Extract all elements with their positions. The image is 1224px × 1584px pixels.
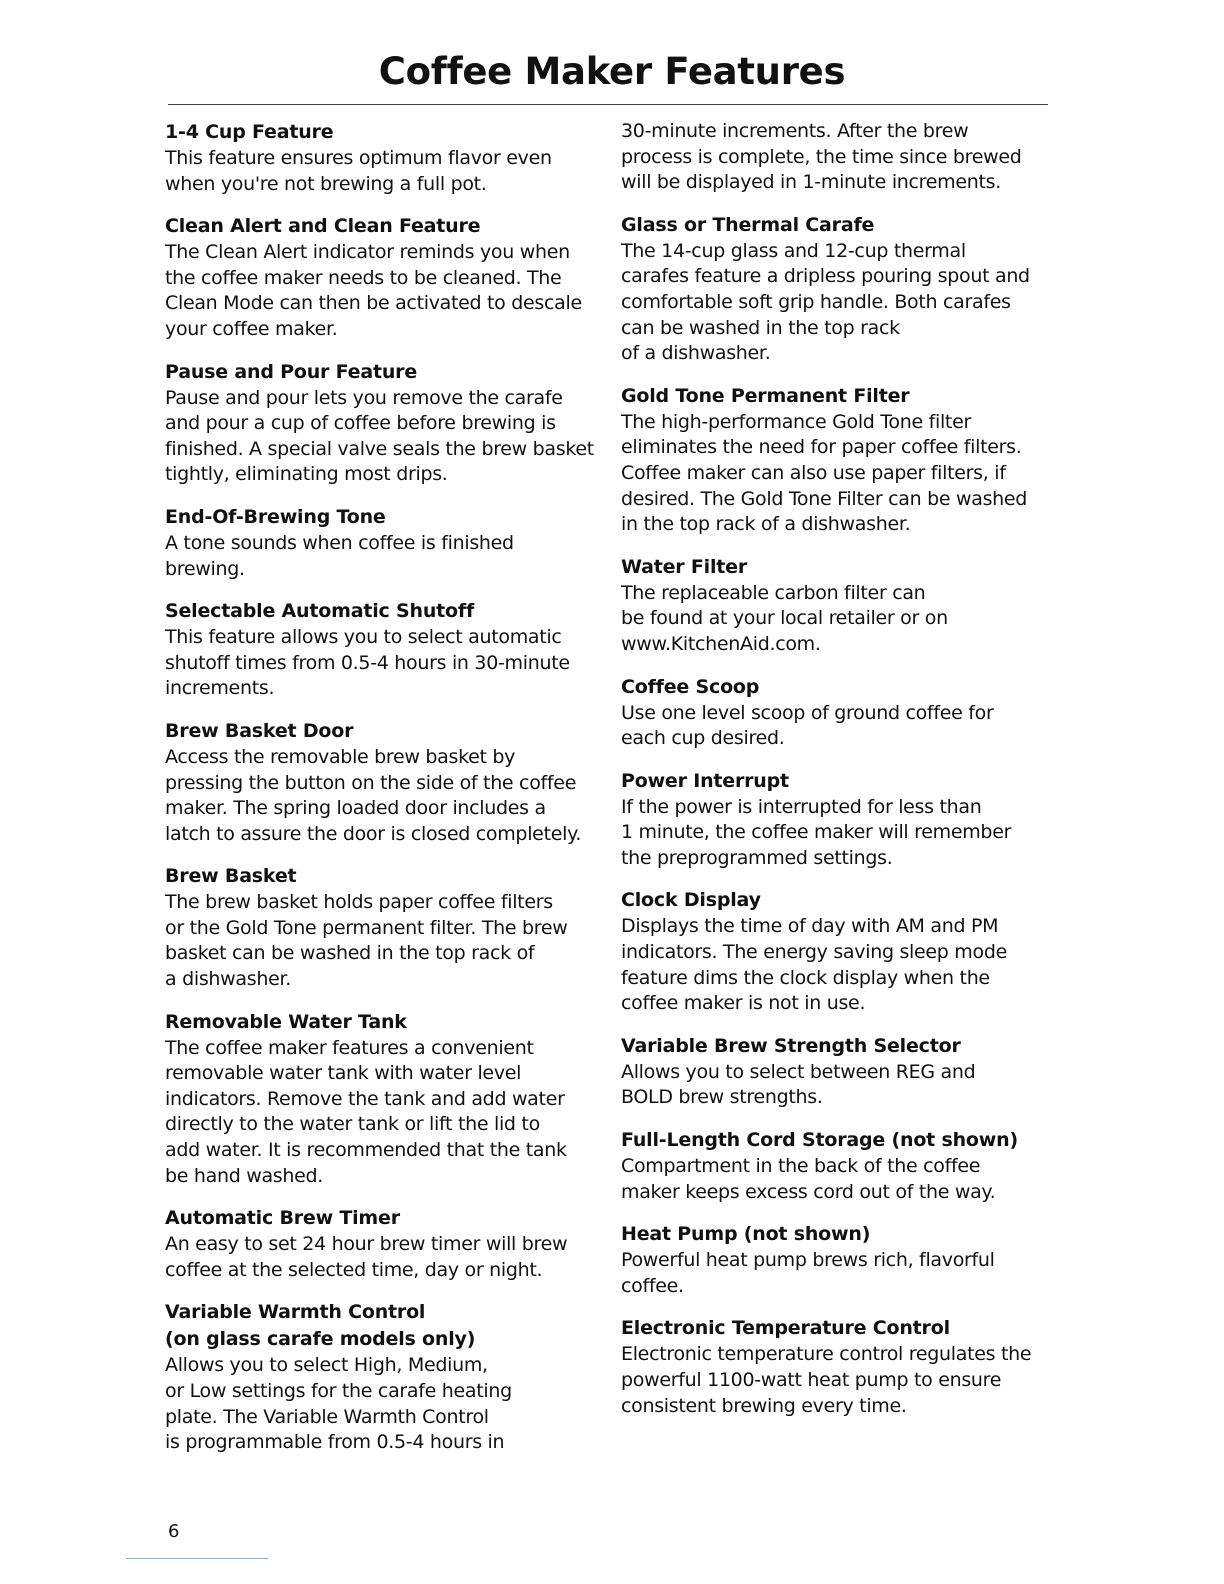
feature-section [621,1127,1051,1205]
feature-section [165,863,595,992]
feature-heading [165,504,595,531]
description-line: Use one level scoop of ground coffee for [621,701,994,724]
feature-section [165,718,595,847]
description-line: will be displayed in 1-minute increments. [621,171,1001,194]
description-line: be hand washed. [165,1164,324,1187]
feature-section [621,119,1051,196]
page-title: Coffee Maker Features [378,50,846,93]
description-line: process is complete, the time since brewed [621,145,1022,168]
description-line: indicators. The energy saving sleep mode [621,941,1007,964]
feature-description [165,1036,595,1190]
description-line: www.KitchenAid.com. [621,632,821,655]
description-line: latch to assure the door is closed completely. [165,822,582,845]
description-line: your coffee maker. [165,317,338,340]
feature-description [621,1248,1051,1299]
feature-section [165,119,595,197]
feature-description [621,1342,1051,1419]
heading-line: 1-4 Cup Feature [165,121,334,143]
description-line: The Clean Alert indicator reminds you when [165,241,570,264]
feature-heading [621,1127,1051,1154]
feature-heading [621,1033,1051,1060]
description-line: increments. [165,677,275,700]
feature-heading [621,887,1051,914]
description-line: Clean Mode can then be activated to descale [165,292,582,315]
description-line: be found at your local retailer or on [621,607,948,630]
feature-heading [165,359,595,386]
feature-heading [621,554,1051,581]
heading-line: Brew Basket [165,865,297,888]
feature-heading [165,213,595,240]
description-line: Displays the time of day with AM and PM [621,915,999,938]
description-line: The high-performance Gold Tone filter [621,410,971,433]
feature-section [621,554,1051,658]
description-line: A tone sounds when coffee is finished [165,531,514,554]
feature-section [165,1009,595,1190]
description-line: 30-minute increments. After the brew [621,120,969,142]
heading-line: Heat Pump (not shown) [621,1223,871,1246]
description-line: and pour a cup of coffee before brewing is [165,412,556,435]
description-line: the preprogrammed settings. [621,846,893,869]
feature-heading [165,119,595,146]
feature-heading [165,1205,595,1232]
feature-section [621,1033,1051,1111]
description-line: The brew basket holds paper coffee filters [165,891,553,914]
description-line: each cup desired. [621,727,785,750]
feature-heading [165,1299,595,1353]
feature-description [165,625,595,702]
description-line: powerful 1100-watt heat pump to ensure [621,1369,1002,1391]
description-line: add water. It is recommended that the tank [165,1139,567,1162]
description-line: the coffee maker needs to be cleaned. The [165,266,562,289]
description-line: when you're not brewing a full pot. [165,172,487,195]
page-number: 6 [168,1521,180,1542]
description-line: is programmable from 0.5-4 hours in [165,1431,505,1454]
description-line: An easy to set 24 hour brew timer will brew [165,1233,568,1256]
description-line: The replaceable carbon filter can [621,581,926,604]
feature-section [621,1315,1051,1419]
description-line: of a dishwasher. [621,342,771,365]
feature-description [621,914,1051,1016]
feature-heading [165,863,595,890]
description-line: carafes feature a dripless pouring spout and [621,265,1030,288]
heading-line: Pause and Pour Feature [165,360,418,383]
heading-line: End-Of-Brewing Tone [165,505,386,528]
feature-section [165,1205,595,1283]
left-column [165,119,595,1472]
feature-description [621,1154,1051,1205]
heading-line: Electronic Temperature Control [621,1317,950,1340]
heading-line: Variable Warmth Control [165,1301,426,1324]
description-line: directly to the water tank or lift the lid to [165,1113,540,1136]
feature-description [165,1232,595,1283]
heading-line: Power Interrupt [621,769,789,792]
feature-section [165,598,595,702]
description-line: coffee maker is not in use. [621,992,866,1015]
description-line: BOLD brew strengths. [621,1086,823,1109]
description-line: can be washed in the top rack [621,316,900,339]
feature-description [165,146,595,197]
feature-heading [621,768,1051,795]
description-line: Pause and pour lets you remove the carafe [165,386,563,409]
title-divider [168,104,1048,105]
description-line: coffee at the selected time, day or night. [165,1258,543,1281]
description-line: shutoff times from 0.5-4 hours in 30-minute [165,651,570,674]
feature-section [621,383,1051,538]
description-line: plate. The Variable Warmth Control [165,1405,489,1428]
description-line: finished. A special valve seals the brew basket [165,437,594,460]
heading-line: Gold Tone Permanent Filter [621,384,910,407]
description-line: coffee. [621,1274,684,1297]
description-line: Electronic temperature control regulates the [621,1343,1032,1366]
heading-line: Brew Basket Door [165,719,354,742]
feature-description [621,239,1051,367]
feature-heading [621,212,1051,239]
feature-heading [621,383,1051,410]
feature-description [621,1060,1051,1111]
heading-line: (on glass carafe models only) [165,1328,476,1351]
description-line: a dishwasher. [165,968,291,991]
feature-section [621,212,1051,367]
feature-section [165,359,595,488]
description-line: If the power is interrupted for less than [621,795,982,818]
feature-description [621,581,1051,658]
feature-description [165,890,595,992]
description-line: The coffee maker features a convenient [165,1036,534,1059]
feature-heading [165,598,595,625]
description-line: Compartment in the back of the coffee [621,1155,981,1178]
description-line: Access the removable brew basket by [165,745,516,768]
feature-section [165,1299,595,1455]
heading-line: Coffee Scoop [621,675,760,698]
description-line: This feature allows you to select automatic [165,626,562,649]
feature-description [621,701,1051,752]
description-line: basket can be washed in the top rack of [165,942,535,965]
feature-description [621,795,1051,872]
description-line: indicators. Remove the tank and add water [165,1087,565,1110]
description-line: Powerful heat pump brews rich, flavorful [621,1249,995,1272]
feature-section [621,768,1051,872]
description-line: brewing. [165,557,245,580]
feature-section [621,1221,1051,1299]
description-line: feature dims the clock display when the [621,966,990,989]
feature-heading [621,1221,1051,1248]
feature-section [621,674,1051,752]
description-line: Coffee maker can also use paper filters, if [621,461,1006,484]
feature-section [621,887,1051,1016]
feature-heading [621,1315,1051,1342]
description-line: in the top rack of a dishwasher. [621,513,911,536]
feature-section [165,504,595,582]
heading-line: Clean Alert and Clean Feature [165,215,481,238]
right-column [621,119,1051,1435]
feature-description [165,745,595,847]
description-line: removable water tank with water level [165,1062,522,1085]
description-line: Allows you to select between REG and [621,1060,976,1083]
heading-line: Full-Length Cord Storage (not shown) [621,1129,1018,1152]
heading-line: Variable Brew Strength Selector [621,1034,961,1057]
heading-line: Automatic Brew Timer [165,1207,400,1230]
description-line: This feature ensures optimum flavor even [165,147,552,169]
feature-description [165,240,595,342]
heading-line: Glass or Thermal Carafe [621,213,875,236]
heading-line: Clock Display [621,889,761,912]
description-line: pressing the button on the side of the coffee [165,771,577,794]
description-line: maker keeps excess cord out of the way. [621,1180,996,1203]
heading-line: Water Filter [621,555,747,578]
description-line: 1 minute, the coffee maker will remember [621,821,1012,844]
feature-section [165,213,595,342]
feature-heading [621,674,1051,701]
description-line: or Low settings for the carafe heating [165,1380,512,1402]
feature-description [165,386,595,488]
description-line: consistent brewing every time. [621,1394,907,1417]
description-line: desired. The Gold Tone Filter can be washed [621,487,1028,510]
feature-description [621,119,1051,196]
description-line: maker. The spring loaded door includes a [165,797,546,820]
feature-heading [165,718,595,745]
footer-divider [126,1558,268,1559]
feature-description [621,410,1051,538]
description-line: eliminates the need for paper coffee filters. [621,436,1022,459]
description-line: The 14-cup glass and 12-cup thermal [621,239,966,262]
heading-line: Removable Water Tank [165,1010,407,1033]
feature-description [165,1353,595,1455]
feature-heading [165,1009,595,1036]
feature-description [165,531,595,582]
description-line: tightly, eliminating most drips. [165,463,448,486]
description-line: Allows you to select High, Medium, [165,1354,488,1377]
description-line: or the Gold Tone permanent filter. The brew [165,916,568,939]
description-line: comfortable soft grip handle. Both carafes [621,290,1011,313]
heading-line: Selectable Automatic Shutoff [165,600,475,623]
